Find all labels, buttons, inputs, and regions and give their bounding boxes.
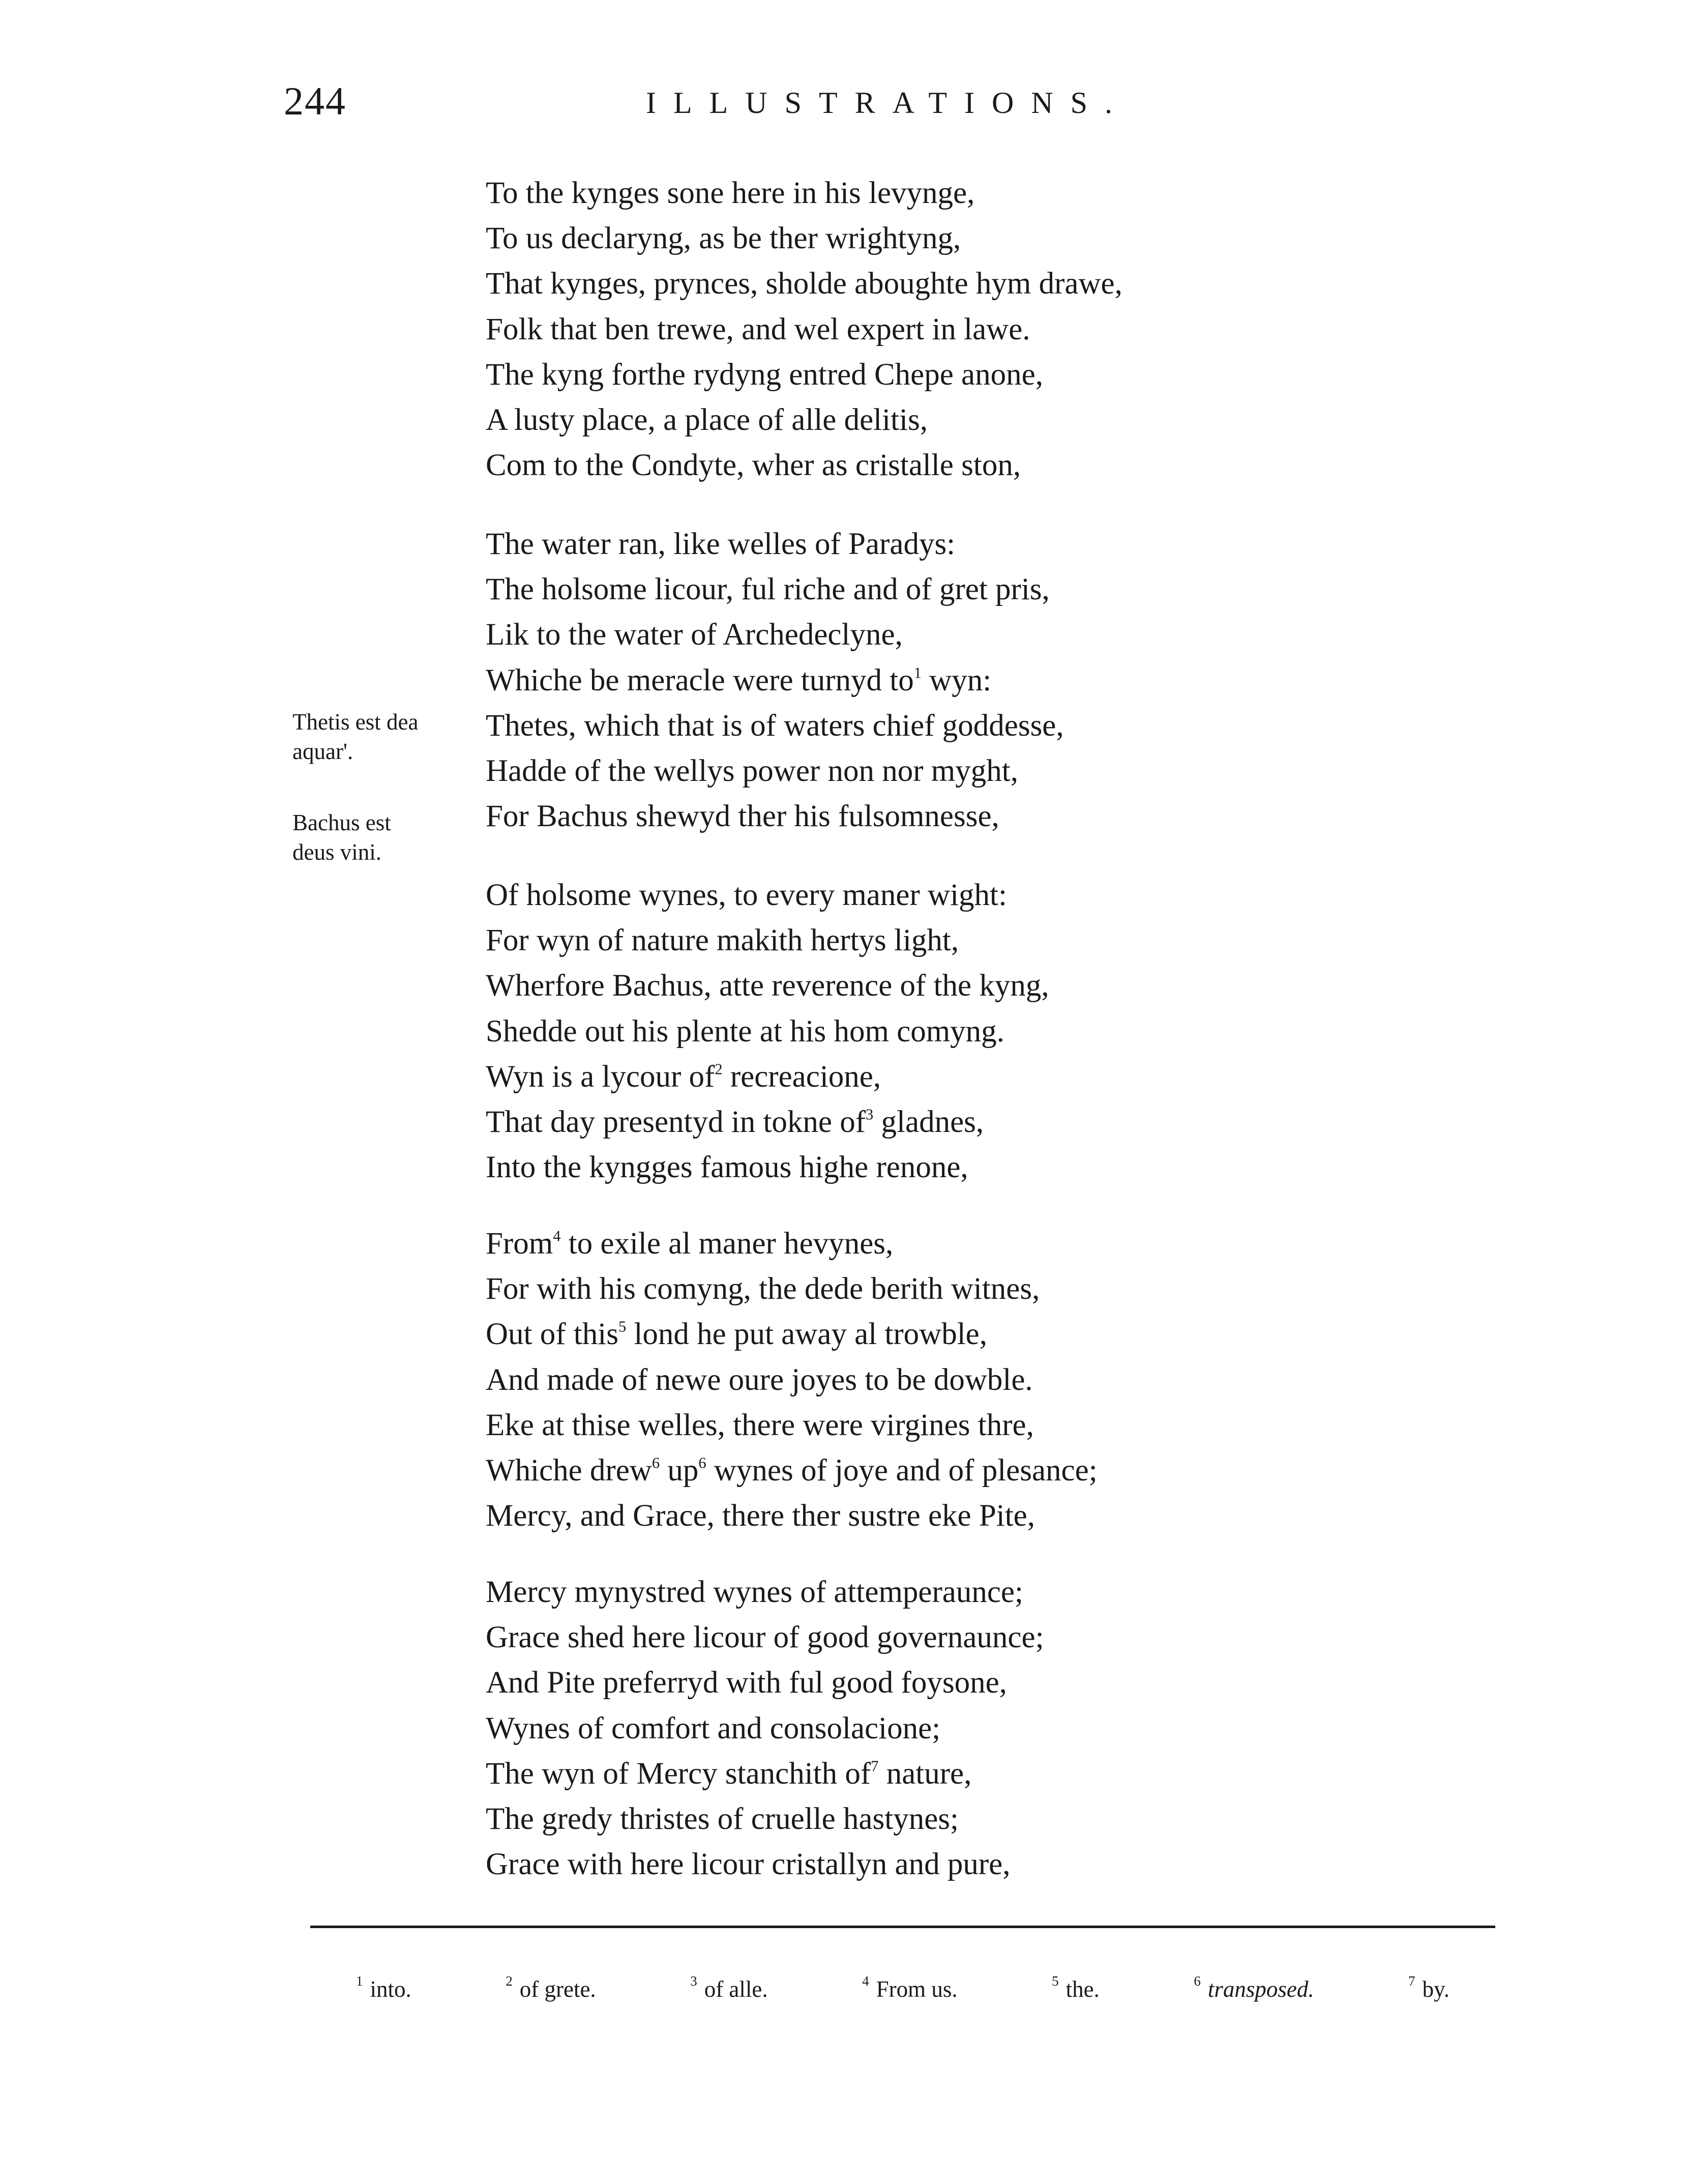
verse-text: Grace with here licour cristallyn and pure,: [486, 1847, 1011, 1882]
verse-line: [486, 1569, 1044, 1615]
verse-text: The water ran, like welles of Paradys:: [486, 527, 956, 561]
footnote-text: of alle.: [704, 1976, 768, 2002]
verse-text: Thetes, which that is of waters chief goddesse,: [486, 708, 1064, 743]
verse-line: [486, 1357, 1098, 1403]
footnote: [690, 1974, 767, 2004]
footnote-reference: 2: [715, 1060, 723, 1078]
footnote-marker: 3: [690, 1973, 697, 1989]
footnote-divider: [310, 1926, 1495, 1928]
footnote: [506, 1974, 596, 2004]
margin-note-bachus: [292, 808, 465, 867]
verse-line: [486, 1145, 1049, 1190]
margin-note-line: aquar'.: [292, 739, 353, 764]
verse-line: [486, 1493, 1098, 1538]
footnote-reference: 7: [871, 1757, 879, 1775]
verse-text: The kyng forthe rydyng entred Chepe anone,: [486, 357, 1043, 392]
verse-text: A lusty place, a place of alle delitis,: [486, 402, 928, 437]
verse-text: The wyn of Mercy stanchith of: [486, 1756, 871, 1791]
verse-line: [486, 521, 1064, 567]
margin-note-line: deus vini.: [292, 839, 381, 865]
verse-text: Whiche be meracle were turnyd to: [486, 663, 914, 697]
verse-line: [486, 1009, 1049, 1054]
verse-line: [486, 918, 1049, 963]
footnote-text: by.: [1422, 1976, 1449, 2002]
footnote-marker: 7: [1408, 1973, 1415, 1989]
verse-line: [486, 1796, 1044, 1842]
verse-text: The holsome licour, ful riche and of gret pris,: [486, 572, 1050, 607]
verse-text: wyn:: [921, 663, 992, 697]
verse-text: Of holsome wynes, to every maner wight:: [486, 878, 1007, 912]
footnote-reference: 5: [618, 1318, 627, 1335]
verse-text: And Pite preferryd with ful good foysone,: [486, 1666, 1007, 1700]
verse-text: Wyn is a lycour of: [486, 1059, 715, 1094]
verse-text: recreacione,: [722, 1059, 881, 1094]
verse-text: For wyn of nature makith hertys light,: [486, 923, 959, 958]
verse-text: to exile al maner hevynes,: [560, 1227, 894, 1261]
footnote-text: the.: [1066, 1976, 1100, 2002]
verse-line: [486, 352, 1122, 397]
verse-line: [486, 1660, 1044, 1705]
verse-text: For Bachus shewyd ther his fulsomnesse,: [486, 799, 999, 834]
footnote: [356, 1974, 411, 2004]
verse-text: Wherfore Bachus, atte reverence of the kyng,: [486, 969, 1049, 1003]
verse-line: [486, 963, 1049, 1008]
verse-text: Whiche drew: [486, 1453, 652, 1488]
verse-line: [486, 1706, 1044, 1751]
verse-text: Mercy, and Grace, there ther sustre eke Pite,: [486, 1499, 1035, 1533]
verse-line: [486, 1054, 1049, 1099]
verse-text: Com to the Condyte, wher as cristalle ston,: [486, 448, 1021, 483]
verse-text: Folk that ben trewe, and wel expert in lawe.: [486, 312, 1030, 346]
footnote-marker: 2: [506, 1973, 513, 1989]
footnote-text: From us.: [876, 1976, 958, 2002]
verse-text: For with his comyng, the dede berith witnes,: [486, 1272, 1040, 1306]
verse-text: wynes of joye and of plesance;: [706, 1453, 1098, 1488]
verse-line: [486, 1221, 1098, 1266]
stanza: [486, 521, 1064, 839]
verse-line: [486, 170, 1122, 216]
footnote-text: transposed.: [1207, 1976, 1314, 2002]
stanza: [486, 1221, 1098, 1538]
footnote-marker: 4: [862, 1973, 869, 1989]
verse-line: [486, 307, 1122, 352]
verse-text: To the kynges sone here in his levynge,: [486, 176, 975, 210]
footnote-reference: 4: [553, 1227, 561, 1245]
footnote-reference: 6: [652, 1454, 660, 1472]
verse-line: [486, 612, 1064, 657]
verse-text: Out of this: [486, 1317, 618, 1352]
footnote: [1052, 1974, 1100, 2004]
footnote-reference: 1: [913, 664, 922, 682]
verse-line: [486, 443, 1122, 488]
footnote-reference: 3: [866, 1105, 874, 1123]
footnote-marker: 6: [1194, 1973, 1201, 1989]
verse-line: [486, 794, 1064, 839]
verse-text: The gredy thristes of cruelle hastynes;: [486, 1801, 959, 1836]
verse-line: [486, 1099, 1049, 1145]
verse-line: [486, 658, 1064, 703]
margin-note-line: Bachus est: [292, 810, 391, 835]
stanza: [486, 1569, 1044, 1887]
verse-text: That kynges, prynces, sholde aboughte hym drawe,: [486, 267, 1122, 301]
running-head: ILLUSTRATIONS.: [646, 86, 1130, 120]
verse-line: [486, 261, 1122, 306]
footnote-reference: 6: [698, 1454, 706, 1472]
footnote-text: into.: [370, 1976, 411, 2002]
verse-text: up: [660, 1453, 699, 1488]
footnote: [1194, 1974, 1314, 2004]
verse-text: Grace shed here licour of good governaunce;: [486, 1620, 1044, 1655]
verse-line: [486, 1312, 1098, 1357]
footnote: [1408, 1974, 1449, 2004]
verse-line: [486, 1403, 1098, 1448]
margin-note-line: Thetis est dea: [292, 709, 419, 735]
verse-text: Shedde out his plente at his hom comyng.: [486, 1014, 1004, 1049]
verse-line: [486, 1266, 1098, 1312]
verse-line: [486, 1448, 1098, 1493]
verse-text: Eke at thise welles, there were virgines thre,: [486, 1408, 1034, 1442]
verse-line: [486, 1842, 1044, 1887]
verse-line: [486, 1615, 1044, 1660]
stanza: [486, 872, 1049, 1190]
verse-text: And made of newe oure joyes to be dowble.: [486, 1362, 1033, 1397]
verse-text: Into the kyngges famous highe renone,: [486, 1150, 968, 1185]
verse-text: To us declaryng, as be ther wrightyng,: [486, 221, 961, 256]
verse-text: gladnes,: [873, 1104, 984, 1139]
verse-line: [486, 703, 1064, 748]
stanza: [486, 170, 1122, 488]
verse-text: That day presentyd in tokne of: [486, 1104, 866, 1139]
footnote-marker: 1: [356, 1973, 363, 1989]
verse-line: [486, 567, 1064, 612]
verse-text: nature,: [878, 1756, 972, 1791]
verse-text: Wynes of comfort and consolacione;: [486, 1711, 941, 1745]
footnote: [862, 1974, 958, 2004]
verse-line: [486, 216, 1122, 261]
verse-line: [486, 397, 1122, 443]
verse-text: Mercy mynystred wynes of attemperaunce;: [486, 1575, 1023, 1609]
page-number: 244: [284, 79, 346, 123]
verse-text: Hadde of the wellys power non nor myght,: [486, 753, 1018, 788]
footnote-text: of grete.: [519, 1976, 596, 2002]
verse-line: [486, 872, 1049, 918]
verse-text: Lik to the water of Archedeclyne,: [486, 618, 903, 652]
margin-note-thetis: [292, 707, 465, 766]
verse-line: [486, 1751, 1044, 1796]
footnotes: [356, 1974, 1449, 2004]
verse-text: From: [486, 1227, 553, 1261]
footnote-marker: 5: [1052, 1973, 1059, 1989]
verse-text: lond he put away al trowble,: [626, 1317, 987, 1352]
verse-line: [486, 748, 1064, 794]
